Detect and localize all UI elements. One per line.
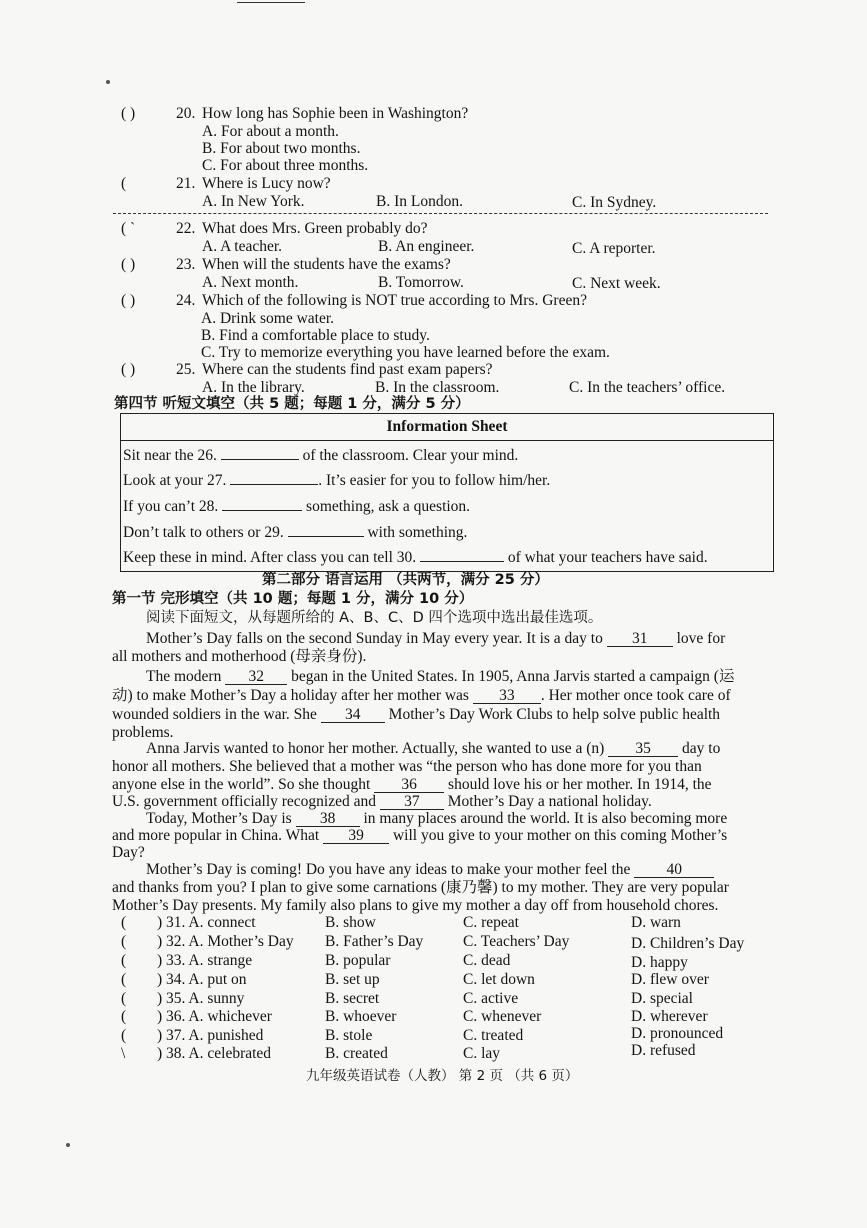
- option-d: D. wherever: [631, 1008, 708, 1025]
- passage-text: should love his or her mother. In 1914, the: [444, 776, 712, 793]
- top-edge-line: [237, 2, 305, 3]
- option-d: D. refused: [631, 1042, 696, 1059]
- option-b: B. An engineer.: [378, 238, 475, 255]
- question-text: What does Mrs. Green probably do?: [202, 220, 428, 237]
- info-row: [123, 472, 550, 489]
- part2-heading: 第二部分 语言运用 （共两节，满分 25 分）: [262, 572, 549, 588]
- row-text: something, ask a question.: [302, 498, 471, 515]
- option-c: C. let down: [463, 971, 535, 988]
- passage-line: all mothers and motherhood (母亲身份).: [112, 648, 367, 665]
- option-b: B. Father’s Day: [325, 933, 424, 950]
- option-d: D. special: [631, 990, 693, 1007]
- option-c: C. lay: [463, 1045, 501, 1062]
- question-number: 21.: [176, 175, 196, 192]
- option-a: ) 37. A. punished: [157, 1027, 264, 1044]
- row-text: Look at your 27.: [123, 472, 231, 489]
- option-c: C. active: [463, 990, 519, 1007]
- option-c: C. In the teachers’ office.: [569, 379, 726, 396]
- option-a: A. In New York.: [202, 193, 305, 210]
- answer-paren[interactable]: (: [121, 933, 127, 950]
- passage-text: love for: [672, 630, 726, 647]
- passage-line: [146, 861, 714, 878]
- option-b: B. set up: [325, 971, 380, 988]
- option-a: ) 35. A. sunny: [157, 990, 245, 1007]
- blank-40[interactable]: 40: [634, 862, 714, 878]
- scan-speck: [66, 1143, 70, 1147]
- passage-line: [146, 740, 720, 757]
- blank-37[interactable]: 37: [380, 794, 444, 810]
- passage-text: day to: [678, 740, 721, 757]
- passage-line: [146, 668, 734, 685]
- option-d: D. flew over: [631, 971, 709, 988]
- option-c: C. Next week.: [572, 275, 661, 292]
- passage-line: problems.: [112, 724, 174, 741]
- passage-line: Day?: [112, 844, 145, 861]
- passage-line: [112, 706, 720, 723]
- passage-text: Mother’s Day a national holiday.: [443, 793, 652, 810]
- question-text: Where can the students find past exam papers?: [202, 361, 493, 378]
- answer-blank-28[interactable]: [222, 510, 302, 511]
- passage-text: and more popular in China. What: [112, 827, 324, 844]
- answer-paren[interactable]: ( `: [121, 220, 136, 237]
- answer-blank-27[interactable]: [230, 484, 318, 485]
- answer-paren[interactable]: ( ): [121, 361, 136, 378]
- option-b: B. Tomorrow.: [378, 274, 464, 291]
- option-c: C. A reporter.: [572, 240, 656, 257]
- question-number: 25.: [176, 361, 196, 378]
- section4-heading: 第四节 听短文填空（共 5 题；每题 1 分，满分 5 分）: [114, 396, 470, 412]
- blank-31[interactable]: 31: [607, 631, 673, 647]
- info-row: [123, 524, 467, 541]
- option-c: C. Try to memorize everything you have learned before the exam.: [201, 344, 610, 361]
- option-b: B. For about two months.: [202, 140, 361, 157]
- info-row: [123, 447, 518, 464]
- blank-33[interactable]: 33: [473, 688, 541, 704]
- passage-line: [112, 776, 712, 793]
- blank-36[interactable]: 36: [374, 777, 444, 793]
- option-b: B. stole: [325, 1027, 373, 1044]
- option-c: C. whenever: [463, 1008, 542, 1025]
- passage-text: Anna Jarvis wanted to honor her mother. Actually, she wanted to use a (n): [146, 740, 609, 757]
- option-a: ) 31. A. connect: [157, 914, 256, 931]
- passage-text: will you give to your mother on this coming Mother’s: [389, 827, 728, 844]
- option-a: A. Drink some water.: [201, 310, 335, 327]
- blank-32[interactable]: 32: [225, 669, 287, 685]
- blank-35[interactable]: 35: [608, 741, 678, 757]
- option-a: ) 32. A. Mother’s Day: [157, 933, 294, 950]
- answer-blank-29[interactable]: [288, 536, 364, 537]
- option-d: D. happy: [631, 954, 688, 971]
- answer-blank-30[interactable]: [420, 561, 504, 562]
- question-text: Which of the following is NOT true according to Mrs. Green?: [202, 292, 587, 309]
- passage-line: [146, 630, 725, 647]
- question-number: 23.: [176, 256, 196, 273]
- passage-text: Mother’s Day Work Clubs to help solve public health: [384, 706, 721, 723]
- option-a: A. Next month.: [202, 274, 299, 291]
- option-d: D. warn: [631, 914, 681, 931]
- passage-text: The modern: [146, 668, 226, 685]
- cloze-heading: 第一节 完形填空（共 10 题；每题 1 分，满分 10 分）: [112, 591, 474, 607]
- passage-line: [146, 810, 727, 827]
- option-b: B. In the classroom.: [375, 379, 500, 396]
- answer-paren[interactable]: \: [121, 1045, 126, 1062]
- info-row: [123, 549, 708, 566]
- option-d: D. Children’s Day: [631, 935, 745, 952]
- option-b: B. popular: [325, 952, 391, 969]
- answer-paren[interactable]: (: [121, 175, 127, 192]
- answer-paren[interactable]: (: [121, 1008, 127, 1025]
- blank-34[interactable]: 34: [321, 707, 385, 723]
- page-footer: 九年级英语试卷（人教） 第 2 页 （共 6 页）: [306, 1068, 579, 1084]
- answer-paren[interactable]: ( ): [121, 105, 136, 122]
- answer-paren[interactable]: (: [121, 971, 127, 988]
- row-text: If you can’t 28.: [123, 498, 223, 515]
- row-text: . It’s easier for you to follow him/her.: [318, 472, 551, 489]
- blank-39[interactable]: 39: [323, 828, 389, 844]
- cloze-instruction: 阅读下面短文，从每题所给的 A、B、C、D 四个选项中选出最佳选项。: [146, 610, 603, 626]
- answer-paren[interactable]: ( ): [121, 256, 136, 273]
- option-a: ) 36. A. whichever: [157, 1008, 272, 1025]
- row-text: with something.: [363, 524, 468, 541]
- option-c: C. Teachers’ Day: [463, 933, 570, 950]
- row-text: Keep these in mind. After class you can tell 30.: [123, 549, 421, 566]
- option-d: D. pronounced: [631, 1025, 724, 1042]
- question-number: 22.: [176, 220, 196, 237]
- question-text: When will the students have the exams?: [202, 256, 451, 273]
- blank-38[interactable]: 38: [296, 811, 360, 827]
- passage-line: Mother’s Day presents. My family also plans to give my mother a day off from household chores.: [112, 897, 719, 914]
- option-b: B. show: [325, 914, 376, 931]
- option-b: B. In London.: [376, 193, 463, 210]
- question-number: 20.: [176, 105, 196, 122]
- passage-text: Mother’s Day is coming! Do you have any ideas to make your mother feel the: [146, 861, 635, 878]
- passage-text: wounded soldiers in the war. She: [112, 706, 321, 723]
- row-text: Sit near the 26.: [123, 447, 221, 464]
- option-a: ) 34. A. put on: [157, 971, 247, 988]
- answer-paren[interactable]: (: [121, 914, 127, 931]
- passage-text: began in the United States. In 1905, Anna Jarvis started a campaign (运: [287, 668, 735, 685]
- passage-text: U.S. government officially recognized and: [112, 793, 380, 810]
- passage-text: . Her mother once took care of: [540, 687, 731, 704]
- question-text: Where is Lucy now?: [202, 175, 331, 192]
- question-text: How long has Sophie been in Washington?: [202, 105, 469, 122]
- option-c: C. repeat: [463, 914, 519, 931]
- option-c: C. treated: [463, 1027, 524, 1044]
- passage-text: 动) to make Mother’s Day a holiday after her mother was: [112, 687, 473, 704]
- option-c: C. dead: [463, 952, 511, 969]
- passage-text: anyone else in the world”. So she thought: [112, 776, 375, 793]
- row-text: of what your teachers have said.: [504, 549, 708, 566]
- option-b: B. secret: [325, 990, 380, 1007]
- passage-line: [112, 827, 727, 844]
- answer-paren[interactable]: (: [121, 1027, 127, 1044]
- passage-line: honor all mothers. She believed that a mother was “the person who has done more for you than: [112, 758, 702, 775]
- answer-blank-26[interactable]: [221, 459, 299, 460]
- option-a: A. A teacher.: [202, 238, 283, 255]
- dashed-divider: [113, 213, 768, 214]
- information-sheet-title: Information Sheet: [121, 414, 773, 441]
- option-c: C. For about three months.: [202, 157, 369, 174]
- option-a: ) 38. A. celebrated: [157, 1045, 272, 1062]
- passage-text: in many places around the world. It is also becoming more: [359, 810, 728, 827]
- answer-paren[interactable]: (: [121, 952, 127, 969]
- passage-line: [112, 687, 731, 704]
- answer-paren[interactable]: (: [121, 990, 127, 1007]
- row-text: Don’t talk to others or 29.: [123, 524, 288, 541]
- option-a: ) 33. A. strange: [157, 952, 253, 969]
- option-b: B. created: [325, 1045, 388, 1062]
- info-row: [123, 498, 470, 515]
- passage-text: Today, Mother’s Day is: [146, 810, 296, 827]
- option-c: C. In Sydney.: [572, 194, 657, 211]
- passage-line: and thanks from you? I plan to give some carnations (康乃馨) to my mother. They are very popular: [112, 879, 729, 896]
- answer-paren[interactable]: ( ): [121, 292, 136, 309]
- option-b: B. Find a comfortable place to study.: [201, 327, 430, 344]
- passage-line: [112, 793, 652, 810]
- passage-text: Mother’s Day falls on the second Sunday in May every year. It is a day to: [146, 630, 607, 647]
- option-a: A. In the library.: [202, 379, 305, 396]
- scan-speck: [106, 80, 110, 84]
- row-text: of the classroom. Clear your mind.: [298, 447, 519, 464]
- information-sheet-table: [120, 413, 774, 572]
- option-a: A. For about a month.: [202, 123, 339, 140]
- option-b: B. whoever: [325, 1008, 397, 1025]
- question-number: 24.: [176, 292, 196, 309]
